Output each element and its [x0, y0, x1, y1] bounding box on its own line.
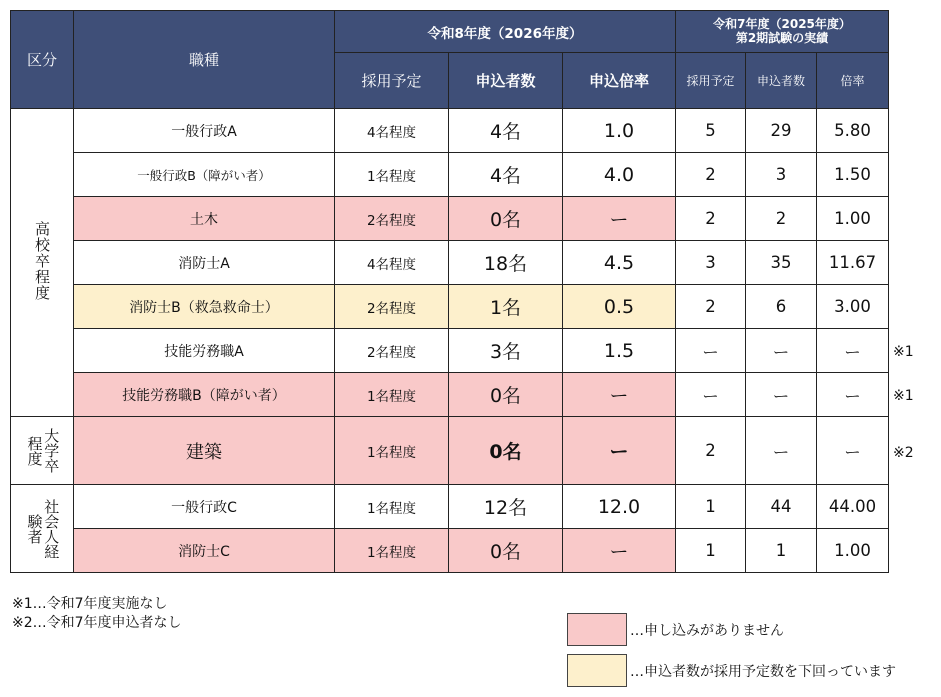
row-prev-applicants: 35 [746, 241, 817, 285]
row-prev-applicants: 3 [746, 153, 817, 197]
row-prev-plan: ー [676, 329, 746, 373]
row-prev-rate: 1.00 [817, 529, 889, 573]
row-prev-rate: 11.67 [817, 241, 889, 285]
row-name: 一般行政C [74, 485, 335, 529]
row-name: 消防士A [74, 241, 335, 285]
header-prev-year-line1: 令和7年度（2025年度） [713, 16, 851, 31]
table-row [11, 329, 889, 373]
row-rate: 0.5 [563, 285, 676, 329]
footnote-2: ※2…令和7年度申込者なし [12, 615, 182, 631]
legend-yellow-swatch [567, 654, 627, 687]
category-university-line2: 程度 [25, 435, 44, 466]
row-prev-applicants: ー [746, 329, 817, 373]
row-rate: 1.0 [563, 109, 676, 153]
row-plan: 4名程度 [335, 241, 449, 285]
row-prev-plan: 2 [676, 285, 746, 329]
row-plan: 2名程度 [335, 197, 449, 241]
row-applicants: 18名 [449, 241, 563, 285]
header-current-year: 令和8年度（2026年度） [335, 11, 676, 53]
row-rate: 4.5 [563, 241, 676, 285]
row-prev-rate: 5.80 [817, 109, 889, 153]
row-plan: 4名程度 [335, 109, 449, 153]
table-row [11, 197, 889, 241]
row-plan: 1名程度 [335, 153, 449, 197]
legend-pink-swatch [567, 613, 627, 646]
row-name: 建築 [74, 417, 335, 485]
row-applicants: 0名 [449, 373, 563, 417]
table-row [11, 285, 889, 329]
row-rate: 12.0 [563, 485, 676, 529]
row-prev-applicants: 6 [746, 285, 817, 329]
row-prev-rate: 3.00 [817, 285, 889, 329]
table-row [11, 241, 889, 285]
row-prev-applicants: 29 [746, 109, 817, 153]
row-note: ※1 [893, 344, 914, 360]
row-prev-plan: 1 [676, 529, 746, 573]
row-prev-rate: ー [817, 417, 889, 485]
row-rate: ー [563, 529, 676, 573]
category-high-school-label: 高校卒程度 [33, 220, 51, 301]
recruitment-table [10, 10, 889, 573]
table-row [11, 529, 889, 573]
row-name: 技能労務職A [74, 329, 335, 373]
row-prev-applicants: ー [746, 373, 817, 417]
row-applicants: 4名 [449, 109, 563, 153]
category-experienced [11, 485, 74, 573]
row-name: 一般行政A [74, 109, 335, 153]
row-name: 一般行政B（障がい者） [74, 153, 335, 197]
table-row [11, 485, 889, 529]
row-rate: ー [563, 417, 676, 485]
category-university [11, 417, 74, 485]
row-plan: 1名程度 [335, 417, 449, 485]
header-prev-plan: 採用予定 [676, 53, 746, 109]
row-prev-applicants: 2 [746, 197, 817, 241]
row-prev-rate: 44.00 [817, 485, 889, 529]
category-experienced-line1: 社会人経 [42, 498, 61, 559]
row-applicants: 0名 [449, 417, 563, 485]
row-name: 土木 [74, 197, 335, 241]
row-plan: 2名程度 [335, 285, 449, 329]
row-applicants: 3名 [449, 329, 563, 373]
header-applicants: 申込者数 [449, 53, 563, 109]
row-note: ※2 [893, 445, 914, 461]
row-applicants: 12名 [449, 485, 563, 529]
row-applicants: 4名 [449, 153, 563, 197]
row-plan: 2名程度 [335, 329, 449, 373]
header-rate: 申込倍率 [563, 53, 676, 109]
row-prev-plan: 2 [676, 153, 746, 197]
legend-pink-label: …申し込みがありません [630, 623, 784, 639]
row-prev-rate: 1.00 [817, 197, 889, 241]
row-prev-plan: 3 [676, 241, 746, 285]
category-university-line1: 大学卒 [42, 428, 61, 473]
row-plan: 1名程度 [335, 529, 449, 573]
category-high-school [11, 109, 74, 417]
header-prev-year-line2: 第2期試験の実績 [735, 30, 829, 45]
row-rate: 1.5 [563, 329, 676, 373]
row-prev-applicants: ー [746, 417, 817, 485]
header-prev-rate: 倍率 [817, 53, 889, 109]
row-prev-rate: 1.50 [817, 153, 889, 197]
row-rate: ー [563, 373, 676, 417]
row-prev-rate: ー [817, 373, 889, 417]
row-rate: ー [563, 197, 676, 241]
header-prev-year [676, 11, 889, 53]
row-name: 消防士C [74, 529, 335, 573]
header-shokushu: 職種 [74, 11, 335, 109]
row-prev-plan: 2 [676, 197, 746, 241]
table-row [11, 417, 889, 485]
row-prev-plan: 1 [676, 485, 746, 529]
row-applicants: 0名 [449, 529, 563, 573]
row-prev-plan: 5 [676, 109, 746, 153]
row-prev-rate: ー [817, 329, 889, 373]
header-plan: 採用予定 [335, 53, 449, 109]
row-prev-applicants: 1 [746, 529, 817, 573]
row-applicants: 0名 [449, 197, 563, 241]
row-prev-plan: ー [676, 373, 746, 417]
category-experienced-line2: 験者 [25, 513, 44, 544]
row-prev-plan: 2 [676, 417, 746, 485]
row-name: 技能労務職B（障がい者） [74, 373, 335, 417]
legend-yellow-label: …申込者数が採用予定数を下回っています [630, 664, 896, 680]
table-row [11, 109, 889, 153]
row-note: ※1 [893, 388, 914, 404]
row-plan: 1名程度 [335, 373, 449, 417]
table-row [11, 373, 889, 417]
row-plan: 1名程度 [335, 485, 449, 529]
row-applicants: 1名 [449, 285, 563, 329]
footnote-1: ※1…令和7年度実施なし [12, 596, 168, 612]
row-rate: 4.0 [563, 153, 676, 197]
row-name: 消防士B（救急救命士） [74, 285, 335, 329]
table-row [11, 153, 889, 197]
row-prev-applicants: 44 [746, 485, 817, 529]
header-kubun: 区分 [11, 11, 74, 109]
header-prev-applicants: 申込者数 [746, 53, 817, 109]
